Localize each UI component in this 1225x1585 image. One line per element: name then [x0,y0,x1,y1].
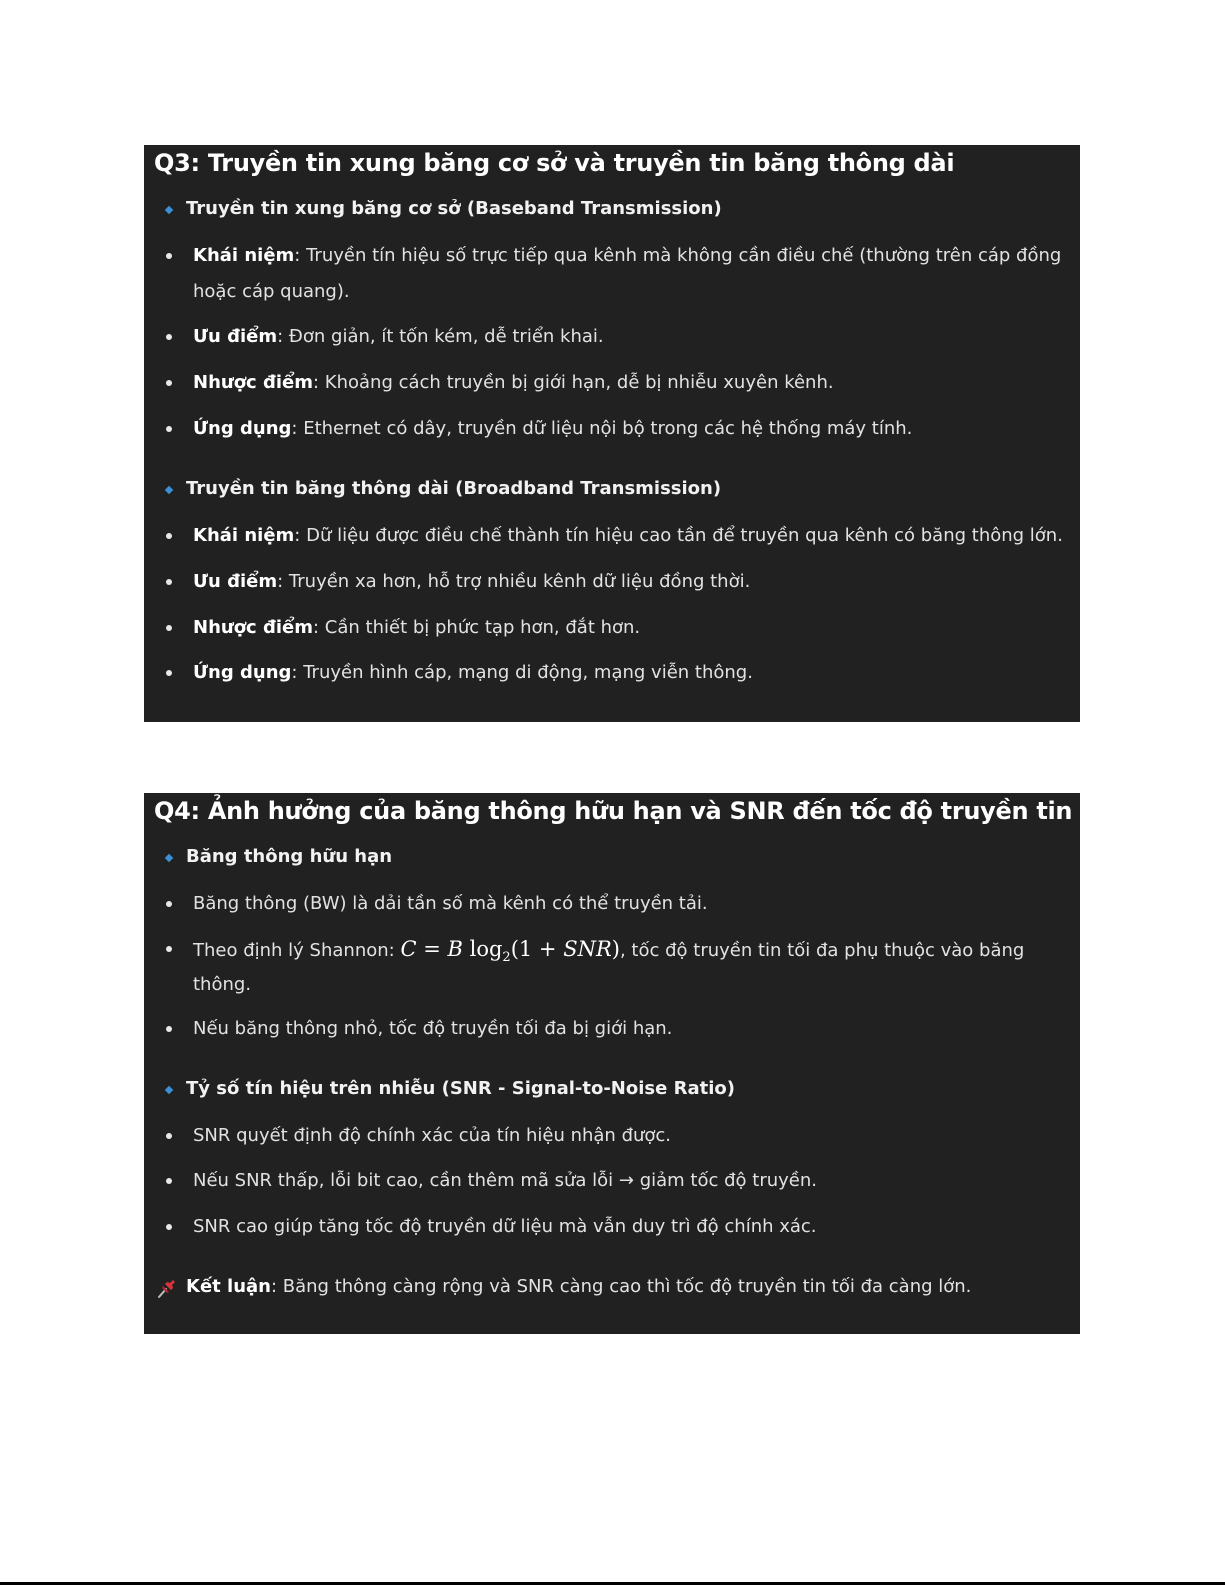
q4-section-bandwidth-heading: Băng thông hữu hạn [186,846,393,867]
bullet-icon [166,1026,172,1032]
diamond-bullet-icon [165,206,173,214]
q3-title: Q3: Truyền tin xung băng cơ sở và truyền tin băng thông dài [154,149,955,177]
list-item: Ưu điểm: Đơn giản, ít tốn kém, dễ triển khai. [193,326,604,347]
q4-panel [144,793,1157,1334]
bullet-icon [166,533,172,539]
bullet-icon [166,946,172,952]
list-item-continuation: thông. [193,974,252,995]
list-item: Ưu điểm: Truyền xa hơn, hỗ trợ nhiều kênh dữ liệu đồng thời. [193,571,751,592]
diamond-bullet-icon [165,486,173,494]
q4-section-snr-heading: Tỷ số tín hiệu trên nhiễu (SNR - Signal-to-Noise Ratio) [186,1078,735,1099]
list-item-shannon: Theo định lý Shannon: C = B $\log_2(1 + SNR)$, tốc độ truyền tin tối đa phụ thuộc vào băng [193,937,1025,966]
q3-section-broadband-heading: Truyền tin băng thông dài (Broadband Transmission) [186,478,722,499]
bullet-icon [166,579,172,585]
bullet-icon [166,1224,172,1230]
list-item: SNR quyết định độ chính xác của tín hiệu nhận được. [193,1125,672,1146]
list-item: Băng thông (BW) là dải tần số mà kênh có thể truyền tải. [193,893,708,914]
list-item: Nhược điểm: Cần thiết bị phức tạp hơn, đắt hơn. [193,617,641,638]
diamond-bullet-icon [165,854,173,862]
list-item: Nếu băng thông nhỏ, tốc độ truyền tối đa bị giới hạn. [193,1018,673,1039]
bullet-icon [166,1178,172,1184]
list-item: Nếu SNR thấp, lỗi bit cao, cần thêm mã sửa lỗi → giảm tốc độ truyền. [193,1170,817,1191]
q3-section-baseband-heading: Truyền tin xung băng cơ sở (Baseband Transmission) [186,198,722,219]
list-item: Khái niệm: Dữ liệu được điều chế thành tín hiệu cao tần để truyền qua kênh có băng thông lớn. [193,525,1063,546]
list-item-continuation: hoặc cáp quang). [193,281,350,302]
diamond-bullet-icon [165,1086,173,1094]
pushpin-icon [156,1277,178,1299]
bullet-icon [166,334,172,340]
conclusion: Kết luận: Băng thông càng rộng và SNR càng cao thì tốc độ truyền tin tối đa càng lớn. [186,1276,972,1297]
list-item: Ứng dụng: Truyền hình cáp, mạng di động, mạng viễn thông. [193,662,753,683]
shannon-formula: C = B $\log_2(1 + SNR)$ [400,937,620,966]
bullet-icon [166,426,172,432]
list-item: Nhược điểm: Khoảng cách truyền bị giới hạn, dễ bị nhiễu xuyên kênh. [193,372,834,393]
q4-title: Q4: Ảnh hưởng của băng thông hữu hạn và SNR đến tốc độ truyền tin tối đa [154,797,1157,825]
bullet-icon [166,625,172,631]
list-item: Khái niệm: Truyền tín hiệu số trực tiếp qua kênh mà không cần điều chế (thường trên cáp đồng [193,245,1062,266]
list-item: SNR cao giúp tăng tốc độ truyền dữ liệu mà vẫn duy trì độ chính xác. [193,1216,817,1237]
bullet-icon [166,253,172,259]
bullet-icon [166,670,172,676]
bullet-icon [166,901,172,907]
bullet-icon [166,1133,172,1139]
q3-panel [144,145,1080,722]
list-item: Ứng dụng: Ethernet có dây, truyền dữ liệu nội bộ trong các hệ thống máy tính. [193,418,913,439]
bullet-icon [166,380,172,386]
